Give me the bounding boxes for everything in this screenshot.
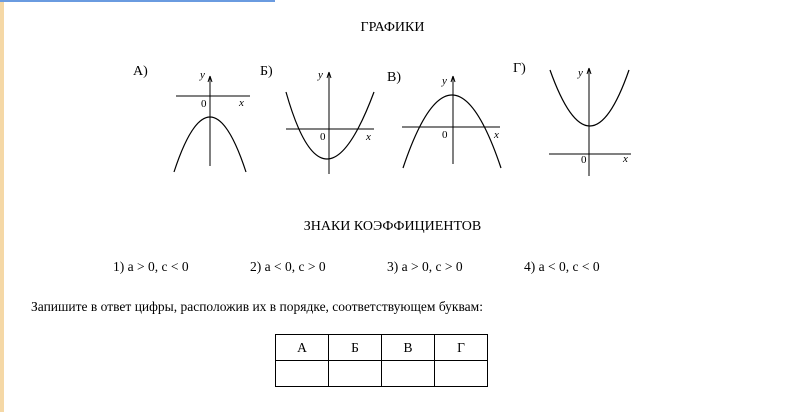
graph-v-parabola — [403, 95, 501, 168]
graph-v-x-label: x — [494, 129, 499, 141]
graph-a-x-label: x — [239, 97, 244, 109]
graph-v-y-label: y — [442, 75, 447, 87]
graph-g-x-label: x — [623, 153, 628, 165]
graph-b-y-label: y — [318, 69, 323, 81]
graph-v-origin: 0 — [442, 129, 448, 141]
answer-table — [275, 334, 488, 387]
graph-a-y-label: y — [200, 69, 205, 81]
graph-b-x-label: x — [366, 131, 371, 143]
signs-heading: ЗНАКИ КОЭФФИЦИЕНТОВ — [303, 219, 482, 234]
graph-g-y-label: y — [578, 67, 583, 79]
answer-header-cell: Г — [435, 335, 488, 361]
option-1: 1) a > 0, c < 0 — [113, 259, 189, 274]
option-4: 4) a < 0, c < 0 — [524, 259, 600, 274]
answer-header-cell: А — [276, 335, 329, 361]
graph-b-letter: Б) — [260, 64, 273, 79]
graph-v — [398, 68, 508, 178]
left-margin-rule — [0, 0, 4, 412]
graph-v-letter: В) — [387, 70, 401, 85]
graph-b-origin: 0 — [320, 131, 326, 143]
answer-cell[interactable] — [382, 361, 435, 387]
top-margin-rule — [0, 0, 275, 2]
graph-g-origin: 0 — [581, 154, 587, 166]
graph-a-origin: 0 — [201, 98, 207, 110]
graph-a — [170, 66, 255, 178]
answer-header-cell: Б — [329, 335, 382, 361]
graph-a-letter: А) — [133, 64, 148, 79]
page-title: ГРАФИКИ — [360, 20, 425, 35]
option-3: 3) a > 0, c > 0 — [387, 259, 463, 274]
graph-g — [545, 62, 637, 180]
answer-cell[interactable] — [276, 361, 329, 387]
answer-cell[interactable] — [435, 361, 488, 387]
option-2: 2) a < 0, c > 0 — [250, 259, 326, 274]
graph-g-letter: Г) — [513, 61, 526, 76]
graph-b — [280, 66, 380, 178]
answer-header-row — [276, 335, 488, 361]
answer-cell[interactable] — [329, 361, 382, 387]
graph-b-parabola — [286, 92, 374, 159]
answer-input-row — [276, 361, 488, 387]
instruction-text: Запишите в ответ цифры, расположив их в порядке, соответствующем буквам: — [31, 299, 483, 314]
answer-header-cell: В — [382, 335, 435, 361]
